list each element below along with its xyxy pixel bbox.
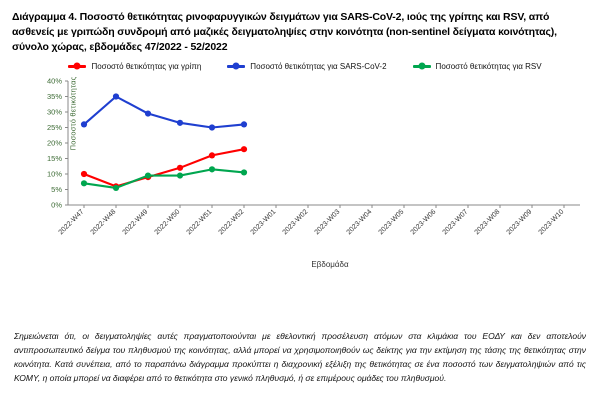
svg-text:25%: 25% (46, 122, 62, 132)
svg-text:2022-W48: 2022-W48 (89, 208, 118, 236)
svg-text:2023-W02: 2023-W02 (281, 208, 310, 236)
legend-label-influenza: Ποσοστό θετικότητας για γρίπη (91, 61, 202, 71)
svg-text:35%: 35% (46, 91, 62, 101)
legend-label-sars-cov-2: Ποσοστό θετικότητας για SARS-CoV-2 (250, 61, 387, 71)
svg-text:2022-W49: 2022-W49 (121, 208, 150, 236)
figure-caption: Διάγραμμα 4. Ποσοστό θετικότητας ρινοφαρυγγικών δειγμάτων για SARS-CoV-2, ιούς της γρίπης και RSV, από ασθενείς με γριπώδη συνδρομή από μαζικές δειγματοληψίες στην κοινότητα (non-sentinel δείγματα κοινότητας), σύνολο χώρας, εβδομάδες 47/2022 - 52/2022 (12, 11, 557, 54)
svg-text:2022-W47: 2022-W47 (57, 208, 86, 236)
svg-text:30%: 30% (46, 107, 62, 117)
svg-text:2022-W51: 2022-W51 (185, 208, 214, 236)
svg-text:10%: 10% (46, 169, 62, 179)
svg-text:5%: 5% (51, 184, 62, 194)
legend-swatch-sars-cov-2 (227, 65, 245, 68)
svg-text:15%: 15% (46, 153, 62, 163)
legend-item-influenza (68, 62, 201, 71)
svg-text:2023-W09: 2023-W09 (505, 208, 534, 236)
svg-text:2023-W07: 2023-W07 (441, 208, 470, 236)
svg-text:2023-W10: 2023-W10 (537, 208, 566, 236)
legend-label-rsv: Ποσοστό θετικότητας για RSV (435, 61, 542, 71)
svg-text:2023-W05: 2023-W05 (377, 208, 406, 236)
svg-text:2023-W03: 2023-W03 (313, 208, 342, 236)
legend-item-rsv (413, 62, 542, 71)
y-axis-label: Ποσοστό θετικότητας (68, 76, 78, 151)
legend-item-sars-cov-2 (227, 62, 386, 71)
x-axis-label: Εβδομάδα (311, 259, 349, 269)
svg-text:2022-W50: 2022-W50 (153, 208, 182, 236)
svg-text:20%: 20% (46, 138, 62, 148)
svg-text:2022-W52: 2022-W52 (217, 208, 246, 236)
line-chart-svg (12, 73, 588, 263)
svg-text:40%: 40% (46, 76, 62, 86)
chart-plot-area (12, 73, 588, 269)
chart-legend (12, 62, 588, 71)
legend-swatch-rsv (413, 65, 431, 68)
figure-footnote: Σημειώνεται ότι, οι δειγματοληψίες αυτές πραγματοποιούνται με εθελοντική προσέλευση ατόμων στα κλιμάκια του ΕΟΔΥ και δεν αποτελούν αντιπροσωπευτικό δείγμα του πληθυσμού της κοινότητας, αλλά μπορεί να χρησιμοποιηθούν ως δείκτης για την εκτίμηση της τάσης της θετικότητας στην κοινότητα. Κατά συνέπεια, από το παραπάνω διάγραμμα προκύπτει η διαχρονική εξέλιξη της θετικότητας σε ένα ποσοστό των δειγματοληψιών από τις ΚΟΜΥ, η οποία μπορεί να διαφέρει από το θετικότητα στο γενικό πληθυσμό, ή σε επιμέρους ομάδες του πληθυσμού. (14, 331, 586, 384)
svg-text:2023-W01: 2023-W01 (249, 208, 278, 236)
svg-text:2023-W04: 2023-W04 (345, 208, 374, 236)
svg-text:0%: 0% (51, 200, 62, 210)
svg-text:2023-W08: 2023-W08 (473, 208, 502, 236)
svg-text:2023-W06: 2023-W06 (409, 208, 438, 236)
